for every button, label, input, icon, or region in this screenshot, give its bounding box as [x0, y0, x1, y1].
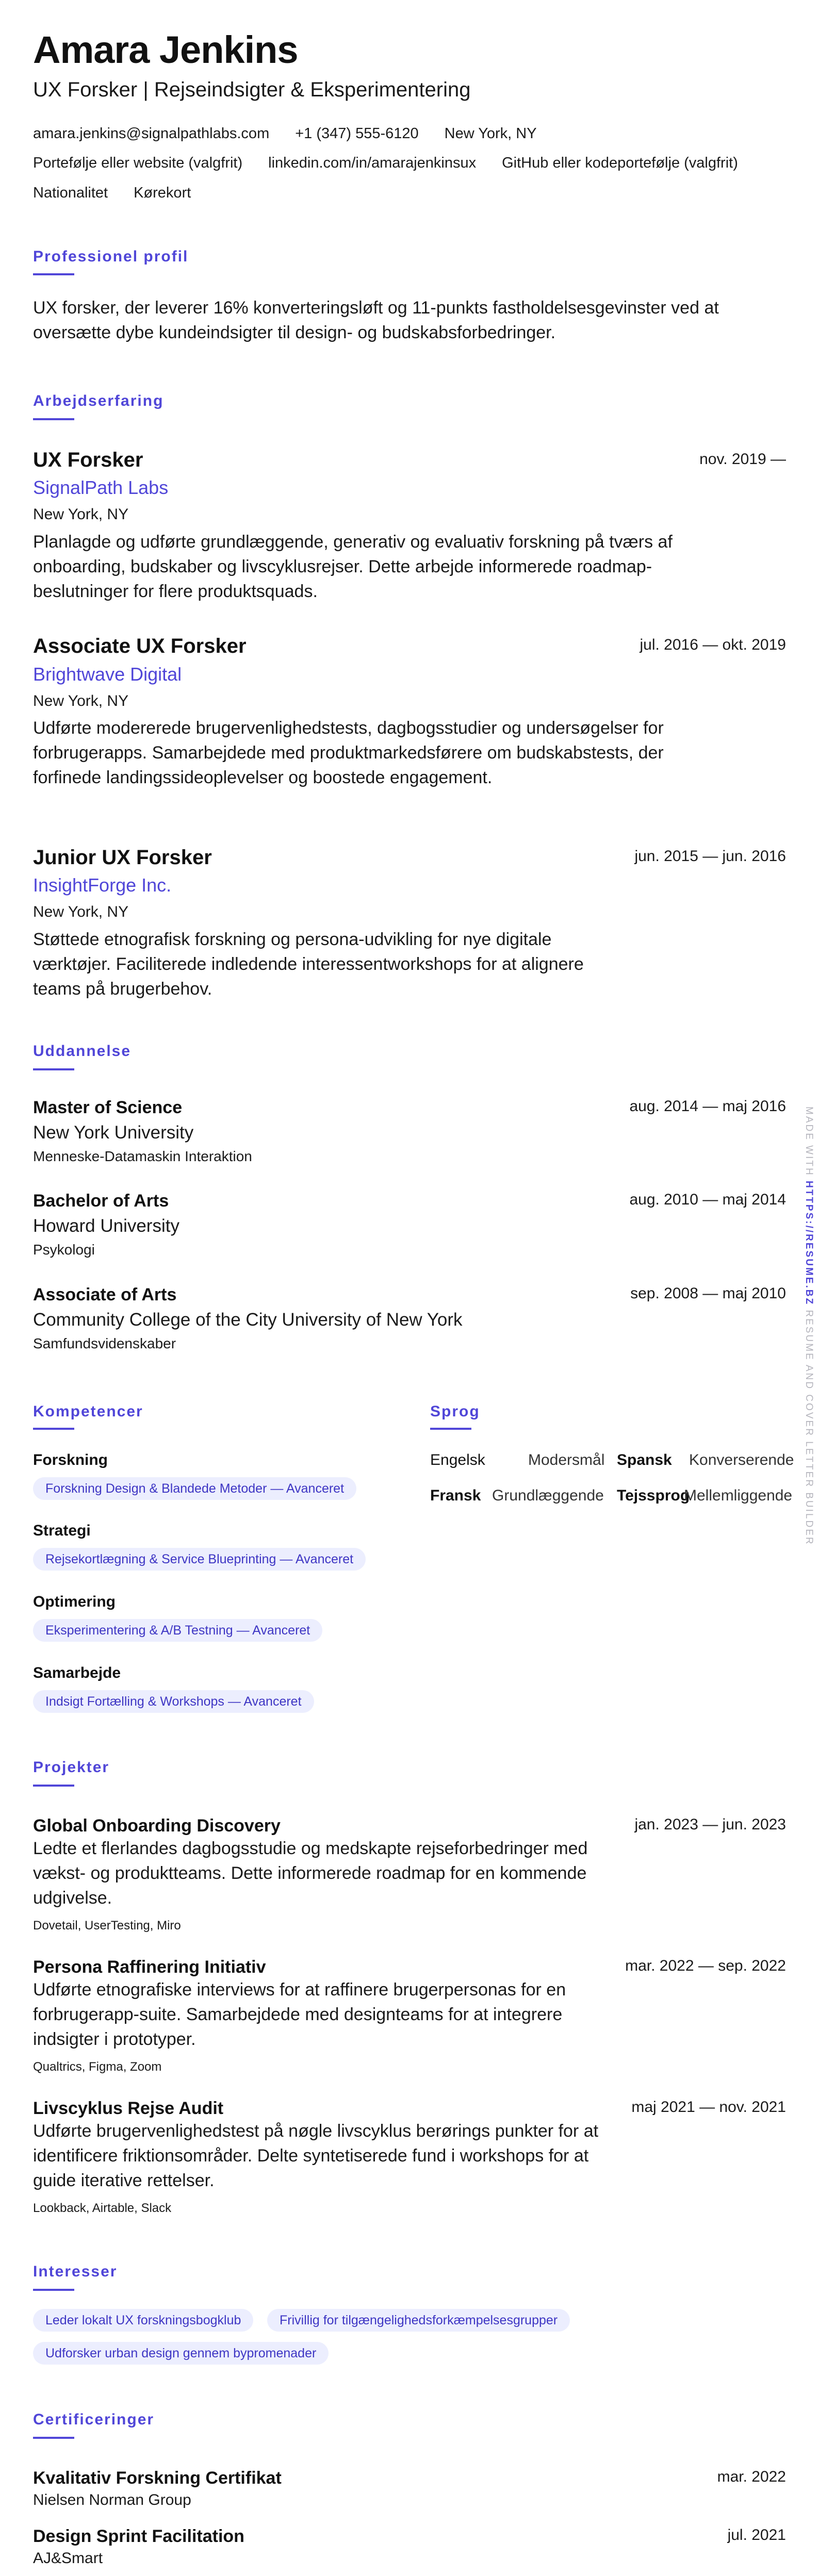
section-divider — [33, 1068, 74, 1070]
linkedin-link[interactable]: linkedin.com/in/amarajenkinsux — [268, 155, 477, 171]
contact-row — [33, 186, 217, 201]
job-description: Støttede etnografisk forskning og persona-udvikling for nye digitale værktøjer. Faciliterede indledende interessentworkshops for at alignere teams på brugerbehov. — [33, 930, 584, 999]
language-level: Konverserende — [689, 1451, 794, 1468]
education-date: aug. 2014 — maj 2016 — [629, 1098, 786, 1115]
skill-category: Samarbejde — [33, 1664, 121, 1681]
skill-category: Strategi — [33, 1522, 91, 1539]
language-level: Mellemliggende — [684, 1487, 793, 1504]
education-degree: Master of Science — [33, 1098, 183, 1117]
job-description: Planlagde og udførte grundlæggende, generativ og evaluativ forskning på tværs af onboarding, budskaber og livscyklusrejser. Dette arbejde informerede roadmap-beslutninger for flere produktsquads. — [33, 532, 673, 601]
project-title: Global Onboarding Discovery — [33, 1816, 281, 1836]
certification-org: AJ&Smart — [33, 2550, 103, 2567]
profile-summary: UX forsker, der leverer 16% konverteringsløft og 11-punkts fastholdelsesgevinster ved at oversætte dybe kundeindsigter til design- og budskabsforbedringer. — [33, 298, 719, 342]
certification-name: Kvalitativ Forskning Certifikat — [33, 2468, 282, 2488]
section-title-interests: Interesser — [33, 2263, 118, 2280]
language-name: Engelsk — [430, 1451, 485, 1468]
job-title: Associate UX Forsker — [33, 635, 247, 657]
section-title-languages: Sprog — [430, 1403, 480, 1420]
certification-date: jul. 2021 — [727, 2527, 786, 2544]
job-date: jul. 2016 — okt. 2019 — [640, 636, 786, 653]
education-school: Howard University — [33, 1216, 179, 1236]
language-level: Grundlæggende — [492, 1487, 604, 1504]
nationality: Nationalitet — [33, 185, 108, 201]
project-description: Ledte et flerlandes dagbogsstudie og medskapte rejseforbedringer med vækst- og produktteams. Dette informerede roadmap for en kommende udgivelse. — [33, 1839, 588, 1908]
drivers-license: Kørekort — [134, 185, 191, 201]
project-title: Livscyklus Rejse Audit — [33, 2099, 224, 2118]
section-divider — [33, 1428, 74, 1430]
job-location: New York, NY — [33, 506, 129, 523]
project-tools: Dovetail, UserTesting, Miro — [33, 1919, 181, 1933]
section-title-projects: Projekter — [33, 1759, 110, 1776]
language-level: Modersmål — [528, 1451, 605, 1468]
job-location: New York, NY — [33, 903, 129, 920]
skill-tag: Rejsekortlægning & Service Blueprinting — Avanceret — [33, 1548, 366, 1571]
certification-name: Design Sprint Facilitation — [33, 2527, 244, 2546]
project-description: Udførte etnografiske interviews for at raffinere brugerpersonas for en forbrugerapp-suite. Samarbejdede med designteams for at integrere indsigter i prototyper. — [33, 1980, 566, 2049]
phone-link[interactable]: +1 (347) 555-6120 — [295, 125, 419, 142]
education-degree: Bachelor of Arts — [33, 1191, 169, 1211]
job-company: Brightwave Digital — [33, 664, 182, 685]
section-title-certifications: Certificeringer — [33, 2411, 155, 2428]
project-date: jan. 2023 — jun. 2023 — [634, 1816, 786, 1833]
project-date: maj 2021 — nov. 2021 — [631, 2099, 786, 2116]
location: New York, NY — [444, 125, 537, 142]
section-title-education: Uddannelse — [33, 1043, 132, 1060]
education-degree: Associate of Arts — [33, 1285, 177, 1304]
interest-tag: Udforsker urban design gennem bypromenader — [33, 2342, 329, 2365]
project-title: Persona Raffinering Initiativ — [33, 1957, 266, 1977]
job-title: UX Forsker — [33, 449, 143, 471]
credit-suffix: RESUME AND COVER LETTER BUILDER — [804, 1310, 814, 1546]
education-field: Psykologi — [33, 1242, 95, 1258]
section-divider — [33, 273, 74, 275]
interest-tag: Leder lokalt UX forskningsbogklub — [33, 2309, 253, 2332]
credit-prefix: MADE WITH — [804, 1107, 814, 1177]
project-date: mar. 2022 — sep. 2022 — [625, 1957, 786, 1974]
education-school: Community College of the City University of New York — [33, 1310, 463, 1330]
section-divider — [430, 1428, 471, 1430]
contact-row — [33, 156, 764, 171]
candidate-name: Amara Jenkins — [33, 28, 298, 71]
email-link[interactable]: amara.jenkins@signalpathlabs.com — [33, 125, 270, 142]
portfolio-link[interactable]: Portefølje eller website (valgfrit) — [33, 155, 243, 171]
education-field: Samfundsvidenskaber — [33, 1335, 176, 1351]
education-date: sep. 2008 — maj 2010 — [630, 1285, 786, 1302]
language-name: Fransk — [430, 1487, 481, 1504]
education-school: New York University — [33, 1122, 194, 1143]
job-date: nov. 2019 — — [699, 451, 786, 468]
education-date: aug. 2010 — maj 2014 — [629, 1191, 786, 1208]
job-company: SignalPath Labs — [33, 477, 169, 498]
section-title-skills: Kompetencer — [33, 1403, 143, 1420]
section-divider — [33, 2289, 74, 2291]
project-tools: Qualtrics, Figma, Zoom — [33, 2060, 162, 2074]
headline: UX Forsker | Rejseindsigter & Eksperimentering — [33, 78, 471, 101]
credit-link[interactable]: HTTPS://RESUME.BZ — [804, 1181, 814, 1306]
section-divider — [33, 418, 74, 420]
section-divider — [33, 1785, 74, 1787]
builder-credit — [804, 1107, 814, 1546]
language-name: Spansk — [617, 1451, 672, 1468]
skill-tag: Forskning Design & Blandede Metoder — Avanceret — [33, 1477, 356, 1500]
skill-category: Forskning — [33, 1451, 108, 1468]
section-title-experience: Arbejdserfaring — [33, 392, 164, 409]
job-company: InsightForge Inc. — [33, 874, 172, 896]
job-title: Junior UX Forsker — [33, 846, 212, 869]
interest-tag: Frivillig for tilgængelighedsforkæmpelsesgrupper — [267, 2309, 570, 2332]
certification-org: Nielsen Norman Group — [33, 2491, 191, 2508]
section-divider — [33, 2437, 74, 2439]
job-location: New York, NY — [33, 692, 129, 709]
education-field: Menneske-Datamaskin Interaktion — [33, 1148, 252, 1164]
github-link[interactable]: GitHub eller kodeportefølje (valgfrit) — [502, 155, 738, 171]
skill-tag: Eksperimentering & A/B Testning — Avanceret — [33, 1619, 322, 1642]
section-title-profile: Professionel profil — [33, 248, 189, 265]
job-description: Udførte modererede brugervenlighedstests, dagbogsstudier og undersøgelser for forbrugerapps. Samarbejdede med produktmarkedsførere om budskabstests, der forfinede landingssideoplevelser og boostede engagement. — [33, 718, 664, 787]
job-date: jun. 2015 — jun. 2016 — [634, 848, 786, 865]
skill-category: Optimering — [33, 1593, 116, 1610]
language-name: Tejssprog — [617, 1487, 690, 1504]
contact-row — [33, 126, 563, 141]
skill-tag: Indsigt Fortælling & Workshops — Avanceret — [33, 1690, 314, 1713]
certification-date: mar. 2022 — [717, 2468, 786, 2485]
project-tools: Lookback, Airtable, Slack — [33, 2201, 172, 2215]
project-description: Udførte brugervenlighedstest på nøgle livscyklus berørings punkter for at identificere friktionsområder. Delte syntetiserede fund i workshops for at guide iterative rettelser. — [33, 2121, 599, 2190]
